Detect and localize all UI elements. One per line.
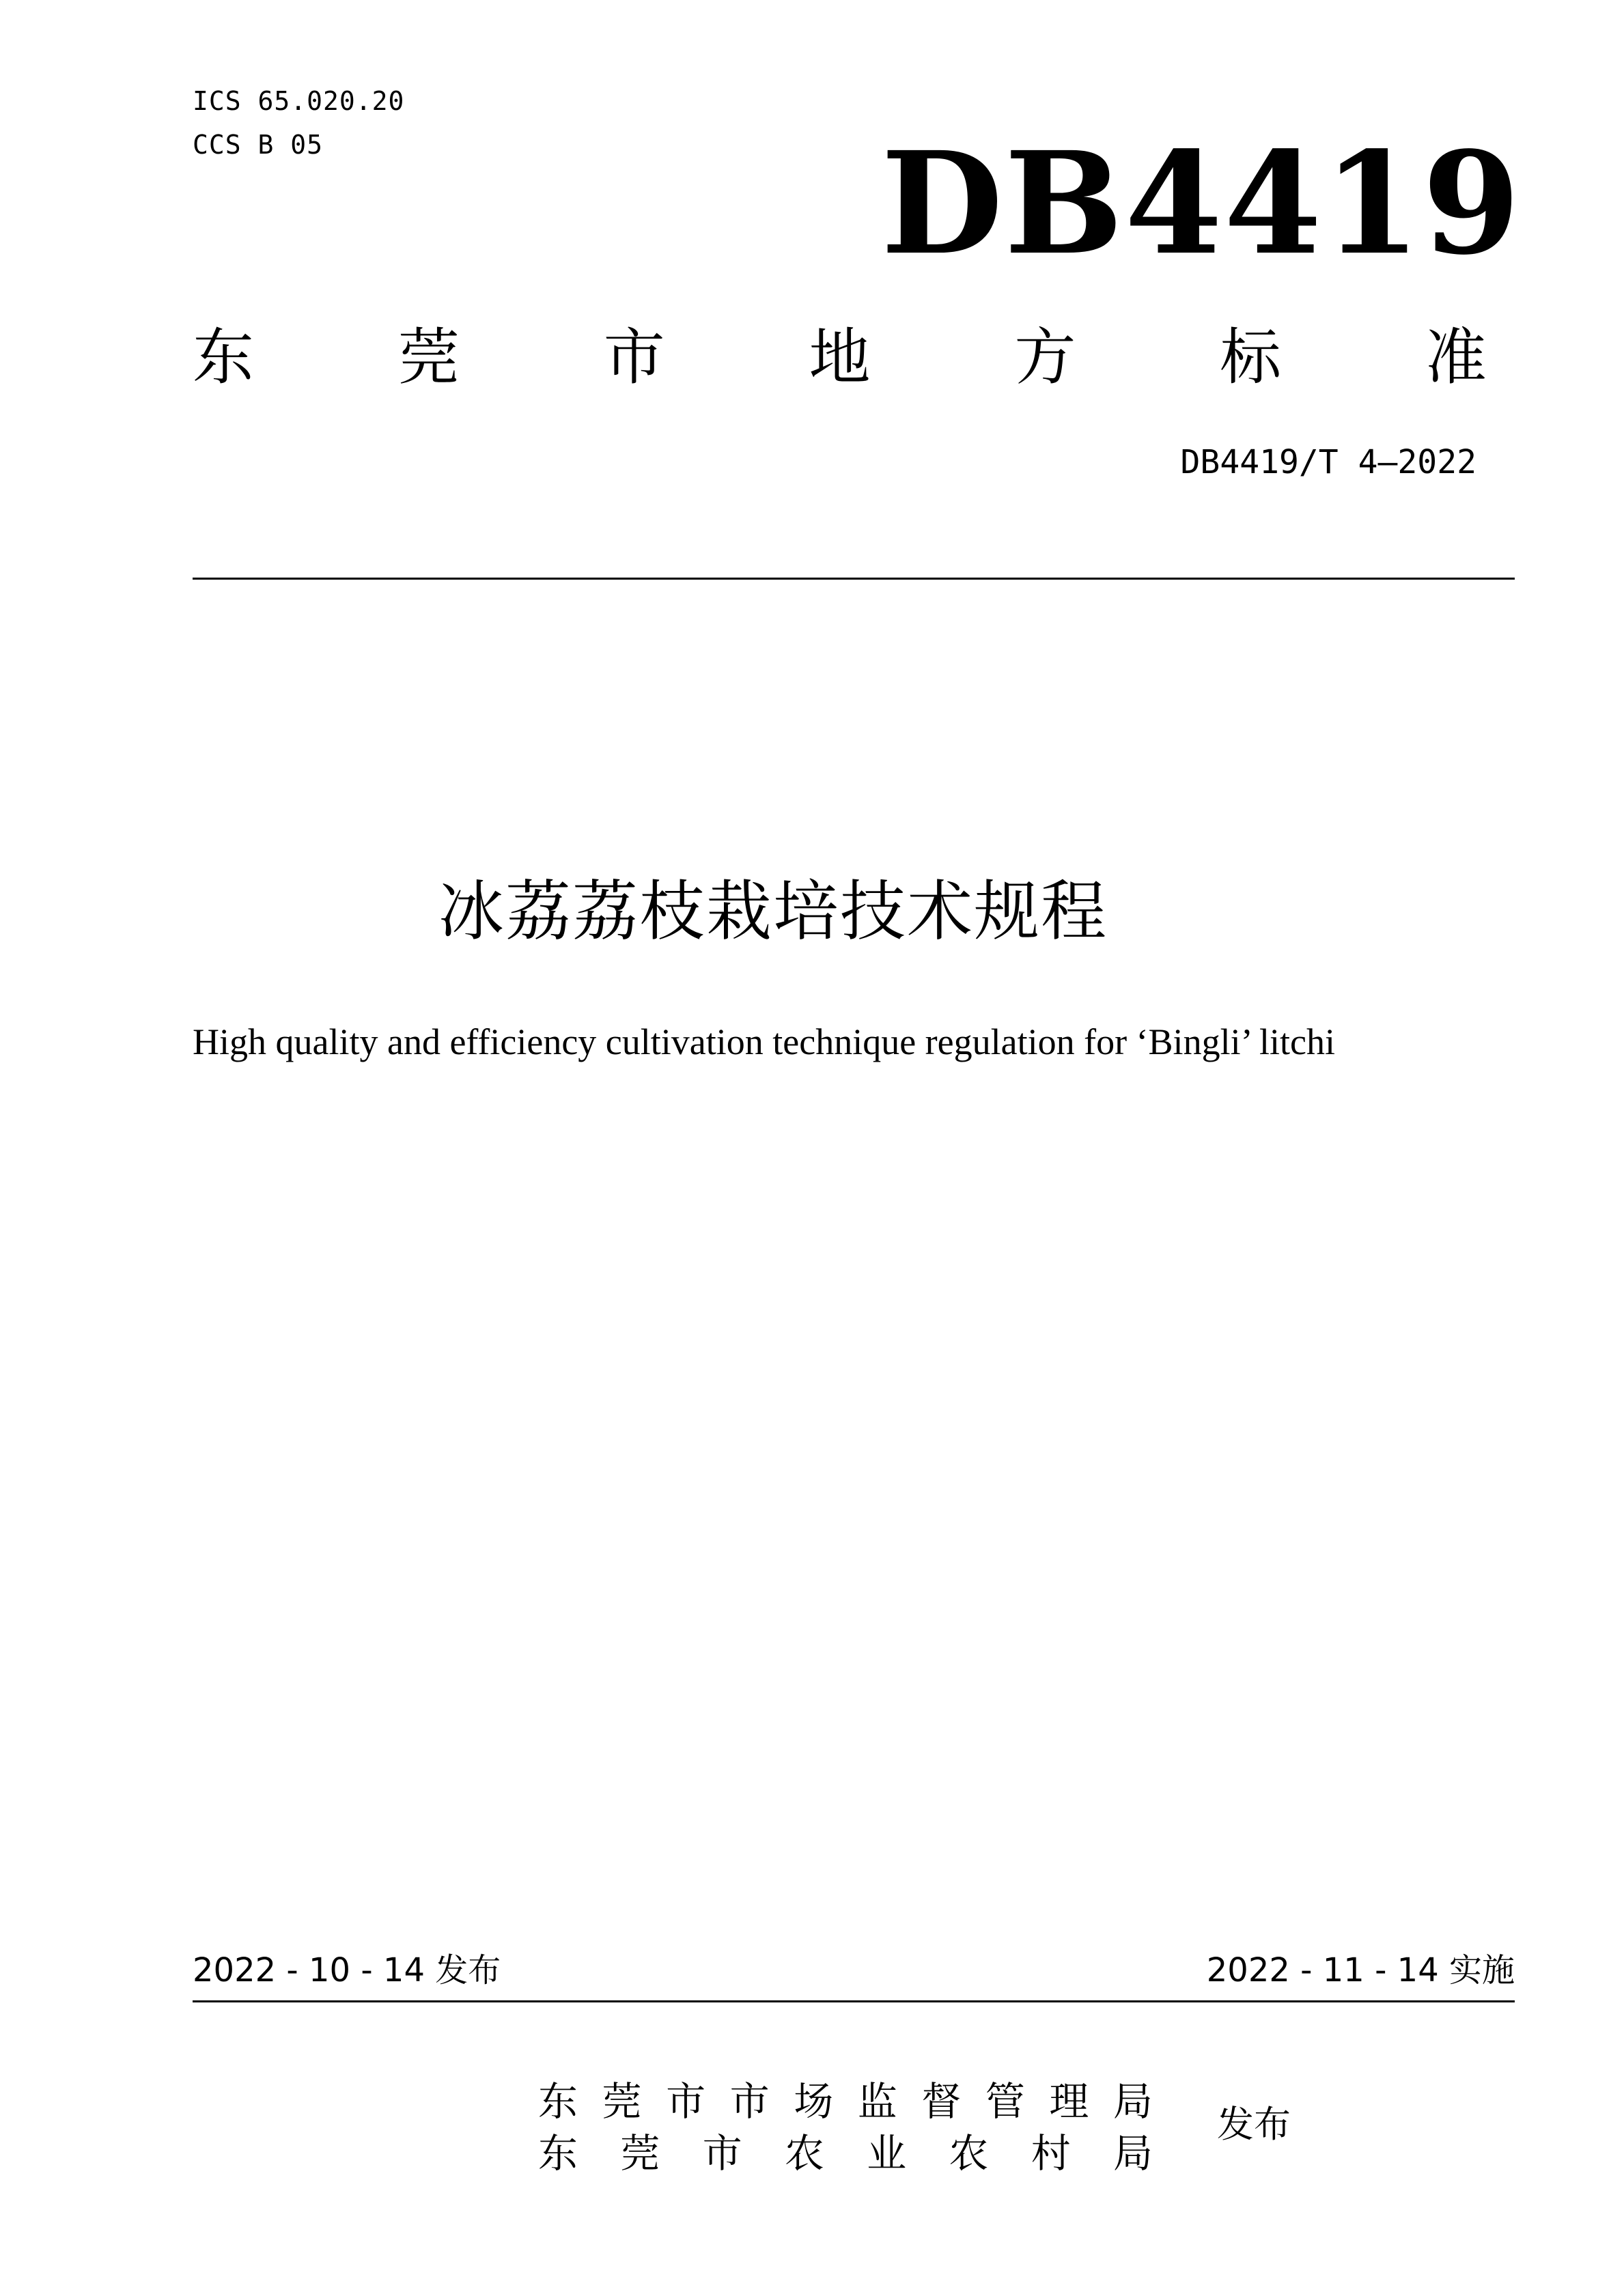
- issuer-char: 业: [867, 2130, 907, 2177]
- standard-type-char: 方: [1014, 322, 1076, 393]
- issuer-char: 东: [538, 2130, 578, 2177]
- publish-label: 发布: [1217, 2103, 1291, 2146]
- issuer-char: 管: [985, 2078, 1025, 2125]
- issuer-char: 监: [857, 2078, 897, 2125]
- standard-type-char: 东: [193, 322, 254, 393]
- title-english: High quality and efficiency cultivation technique regulation for ‘Bingli’ litchi: [193, 1021, 1336, 1062]
- issuer-market-regulation: [538, 2075, 1153, 2127]
- issuer-char: 局: [1112, 2130, 1153, 2177]
- classification-codes: [193, 79, 404, 167]
- ccs-code: CCS B 05: [193, 130, 324, 160]
- issuer-char: 莞: [620, 2130, 660, 2177]
- issuing-authorities: [538, 2075, 1153, 2179]
- issuer-char: 督: [921, 2078, 962, 2125]
- issuer-char: 农: [949, 2130, 989, 2177]
- standard-type-char: 莞: [397, 322, 460, 393]
- issuer-char: 市: [666, 2078, 706, 2125]
- standard-type: [193, 320, 1487, 396]
- issuer-char: 局: [1112, 2078, 1153, 2125]
- standard-type-char: 标: [1220, 322, 1282, 393]
- issuer-char: 场: [794, 2078, 834, 2125]
- issuer-char: 莞: [602, 2078, 642, 2125]
- issuer-char: 东: [538, 2078, 578, 2125]
- standard-type-char: 地: [809, 322, 871, 393]
- issuer-char: 市: [729, 2078, 770, 2125]
- standard-type-char: 准: [1425, 322, 1487, 393]
- title-chinese: 冰荔荔枝栽培技术规程: [438, 873, 1108, 950]
- issue-date: 2022 - 10 - 14 发布: [193, 1951, 501, 1989]
- footer-divider: [193, 2000, 1515, 2002]
- ics-code: ICS 65.020.20: [193, 86, 405, 116]
- standard-code: DB4419: [881, 121, 1522, 286]
- header-divider: [193, 578, 1515, 580]
- issuer-char: 理: [1049, 2078, 1089, 2125]
- issuer-agriculture-rural: [538, 2127, 1153, 2179]
- standard-type-char: 市: [603, 322, 665, 393]
- issuer-char: 农: [784, 2130, 824, 2177]
- issuer-char: 市: [702, 2130, 742, 2177]
- standard-number: DB4419/T 4—2022: [1180, 443, 1476, 481]
- implementation-date: 2022 - 11 - 14 实施: [1206, 1951, 1515, 1989]
- issuer-char: 村: [1031, 2130, 1071, 2177]
- date-row: [193, 1943, 1515, 1998]
